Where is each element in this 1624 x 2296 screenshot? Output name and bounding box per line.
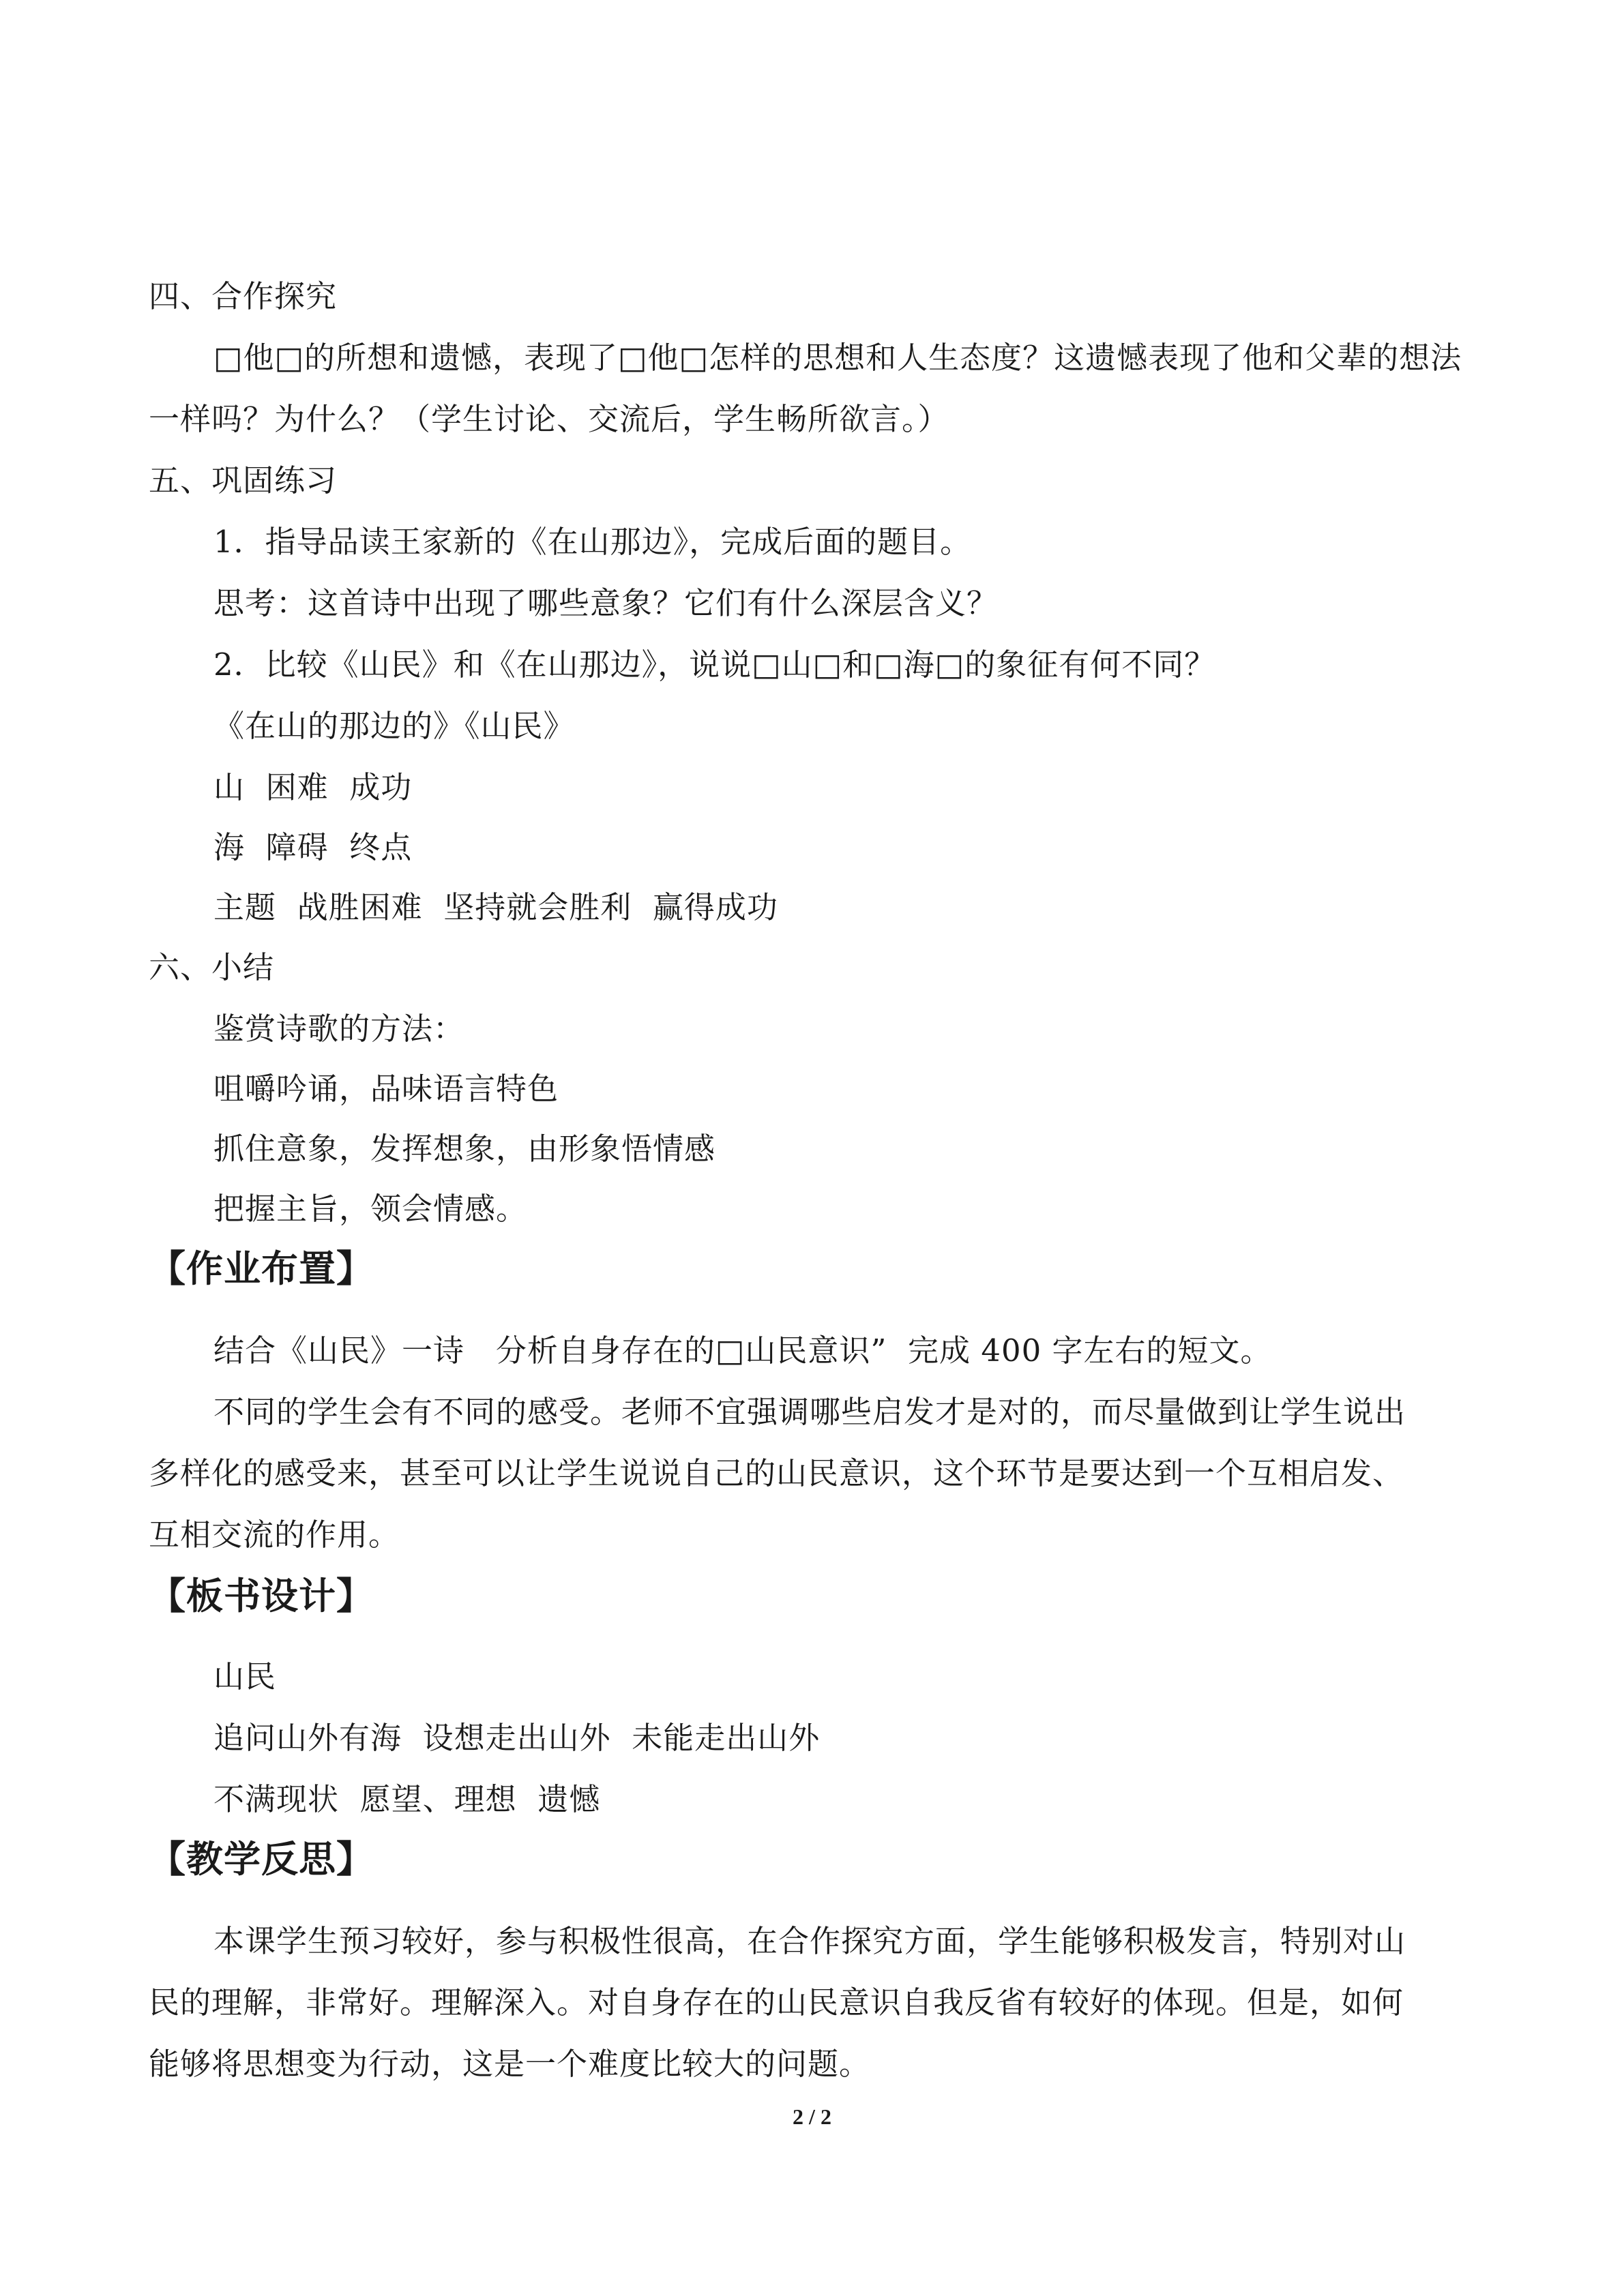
homework-para2-line2: 多样化的感受来，甚至可以让学生说说自己的山民意识，这个环节是要达到一个互相启发、 [149,1455,1404,1491]
reflection-line3: 能够将思想变为行动，这是一个难度比较大的问题。 [149,2046,871,2082]
page-number: 2 / 2 [793,2104,831,2129]
board-row2: 不满现状 愿望、理想 遗憾 [213,1781,601,1817]
reflection-line2: 民的理解，非常好。理解深入。对自身存在的山民意识自我反省有较好的体现。但是，如何 [149,1984,1404,2021]
section6-method2: 抓住意象，发挥想象，由形象悟情感 [213,1131,716,1167]
section6-method1: 咀嚼吟诵，品味语言特色 [213,1071,559,1107]
reflection-line1: 本课学生预习较好，参与积极性很高，在合作探究方面，学生能够积极发言，特别对山 [213,1923,1406,1959]
homework-para2-line3: 互相交流的作用。 [149,1517,400,1553]
reflection-heading: 【教学反思】 [149,1838,374,1881]
board-title: 山民 [213,1658,277,1695]
homework-heading: 【作业布置】 [149,1247,374,1290]
section5-row-theme: 主题 战胜困难 坚持就会胜利 赢得成功 [213,889,778,925]
section5-compare-header: 《在山的那边的》《山民》 [213,708,575,744]
section5-think: 思考：这首诗中出现了哪些意象？它们有什么深层含义？ [213,585,999,621]
homework-line1: 结合《山民》一诗 分析自身存在的□山民意识” 完成 400 字左右的短文。 [213,1332,1272,1369]
section6-title: 六、小结 [149,949,275,985]
section5-item1: 1．指导品读王家新的《在山那边》，完成后面的题目。 [213,524,972,560]
section5-row-mountain: 山 困难 成功 [213,769,413,805]
section6-method3: 把握主旨，领会情感。 [213,1191,528,1227]
section5-item2: 2．比较《山民》和《在山那边》，说说□山□和□海□的象征有何不同？ [213,646,1216,683]
section4-title: 四、合作探究 [149,278,338,314]
section6-method-title: 鉴赏诗歌的方法： [213,1011,465,1047]
section4-para-line2: 一样吗？为什么？（学生讨论、交流后，学生畅所欲言。） [149,401,949,437]
section5-row-sea: 海 障碍 终点 [213,829,413,865]
section4-para-line1: □他□的所想和遗憾，表现了□他□怎样的思想和人生态度？这遗憾表现了他和父辈的想法 [213,340,1462,376]
section5-title: 五、巩固练习 [149,462,338,498]
board-heading: 【板书设计】 [149,1575,374,1617]
homework-para2-line1: 不同的学生会有不同的感受。老师不宜强调哪些启发才是对的，而尽量做到让学生说出 [213,1394,1406,1430]
board-row1: 追问山外有海 设想走出山外 未能走出山外 [213,1720,821,1756]
